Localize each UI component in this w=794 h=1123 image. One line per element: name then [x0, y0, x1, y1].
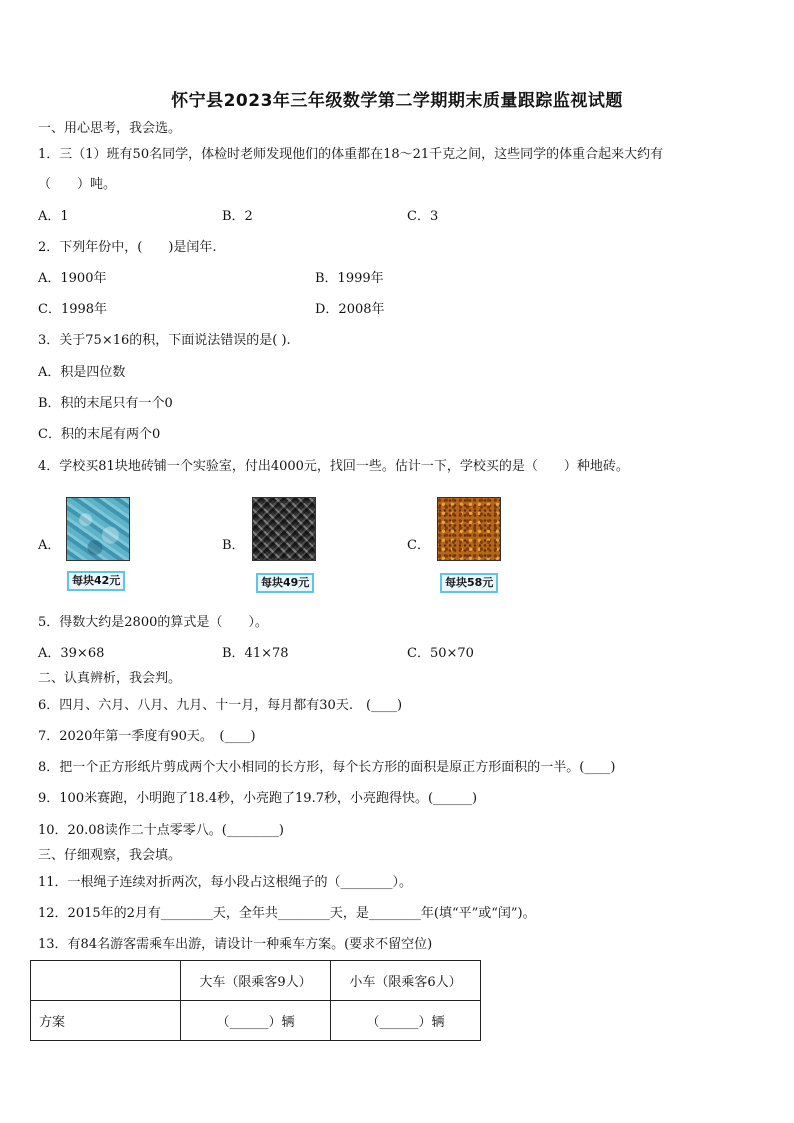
question-1-option-c: C．3: [407, 209, 439, 224]
question-2-option-c: C．1998年: [38, 302, 108, 317]
question-4-price-a: 每块42元: [67, 571, 125, 591]
table-cell-small-count: （______）辆: [331, 1001, 481, 1041]
question-2-option-a: A．1900年: [38, 271, 107, 286]
question-8: 8．把一个正方形纸片剪成两个大小相同的长方形，每个长方形的面积是原正方形面积的一半。(____): [38, 760, 616, 775]
question-4-stem: 4．学校买81块地砖铺一个实验室，付出4000元，找回一些。估计一下，学校买的是（ ）种地砖。: [38, 459, 629, 474]
question-5-stem: 5．得数大约是2800的算式是（ ）。: [38, 615, 268, 630]
question-3-option-b: B．积的末尾只有一个0: [38, 396, 173, 411]
question-4-option-c: C．: [407, 538, 430, 553]
section-heading-choice: 一、用心思考，我会选。: [38, 121, 182, 136]
table-row-label: 方案: [31, 1001, 181, 1041]
question-9: 9．100米赛跑，小明跑了18.4秒，小亮跑了19.7秒，小亮跑得快。(______): [38, 791, 478, 806]
table-row: [31, 961, 481, 1001]
question-13-stem: 13．有84名游客需乘车出游，请设计一种乘车方案。(要求不留空位): [38, 937, 433, 952]
blue-marble-tile-image: [66, 497, 130, 561]
question-4-price-c: 每块58元: [440, 573, 498, 593]
table-header-small-bus: 小车（限乘客6人）: [331, 961, 481, 1001]
question-1-option-a: A．1: [38, 209, 69, 224]
page-title: 怀宁县2023年三年级数学第二学期期末质量跟踪监视试题: [171, 91, 623, 111]
question-10: 10．20.08读作二十点零零八。(________): [38, 823, 284, 838]
question-2-option-d: D．2008年: [315, 302, 385, 317]
question-2-stem: 2．下列年份中，( )是闰年.: [38, 240, 217, 255]
table-row: [31, 1001, 481, 1041]
question-5-option-a: A．39×68: [38, 646, 105, 661]
question-4-option-b: B．: [222, 538, 245, 553]
question-5-option-c: C．50×70: [407, 646, 474, 661]
black-woven-tile-image: [252, 497, 316, 561]
table-header-empty: [31, 961, 181, 1001]
table-cell-big-count: （______）辆: [181, 1001, 331, 1041]
section-heading-fill: 三、仔细观察，我会填。: [38, 848, 182, 863]
question-4-price-b: 每块49元: [256, 573, 314, 593]
question-3-option-c: C．积的末尾有两个0: [38, 427, 161, 442]
question-5-option-b: B．41×78: [222, 646, 289, 661]
question-7: 7．2020年第一季度有90天。 (____): [38, 729, 256, 744]
question-3-stem: 3．关于75×16的积，下面说法错误的是( ).: [38, 333, 291, 348]
question-12: 12．2015年的2月有________天，全年共________天，是________年(填“平”或“闰”)。: [38, 906, 536, 921]
question-2-option-b: B．1999年: [315, 271, 384, 286]
question-4-option-a: A．: [38, 538, 61, 553]
question-3-option-a: A．积是四位数: [38, 365, 126, 380]
section-heading-judge: 二、认真辨析，我会判。: [38, 671, 182, 686]
brown-speckled-tile-image: [437, 497, 501, 561]
question-6: 6．四月、六月、八月、九月、十一月，每月都有30天. (____): [38, 698, 403, 713]
table-header-big-bus: 大车（限乘客9人）: [181, 961, 331, 1001]
bus-plan-table: [30, 960, 481, 1041]
question-11: 11．一根绳子连续对折两次，每小段占这根绳子的（________）。: [38, 875, 413, 890]
question-1-stem: 1．三（1）班有50名同学，体检时老师发现他们的体重都在18～21千克之间，这些同学的体重合起来大约有: [38, 147, 664, 162]
question-1-stem-cont: （ ）吨。: [38, 177, 117, 192]
question-1-option-b: B．2: [222, 209, 253, 224]
